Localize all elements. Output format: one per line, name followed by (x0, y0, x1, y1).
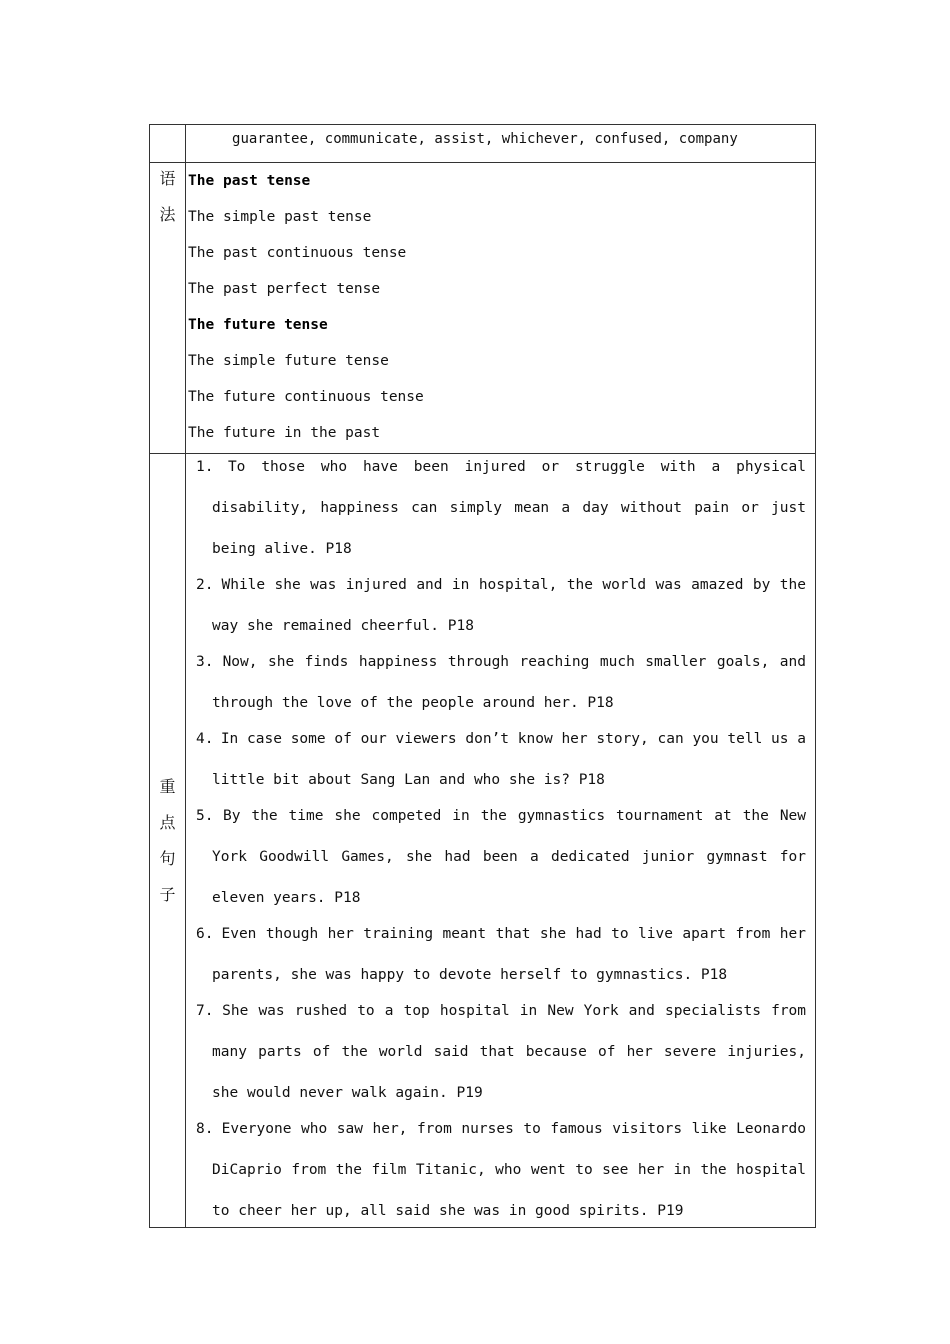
vocab-text: guarantee, communicate, assist, whichever, confused, company (186, 125, 816, 163)
sentence-text: By the time she competed in the gymnastics tournament at the New York Goodwill Games, she had been a dedicated junior gymnast for eleven years. P18 (212, 808, 807, 906)
sentence-number: 1. (196, 459, 214, 475)
sentence-item (196, 642, 806, 724)
sentence-item (196, 914, 806, 996)
sentence-text: To those who have been injured or struggle with a physical disability, happiness can simply mean a day without pain or just being alive. P18 (212, 459, 806, 557)
grammar-item: The past continuous tense (188, 245, 407, 261)
grammar-label-char: 语 (159, 169, 176, 188)
sentence-number: 6. (196, 926, 214, 942)
grammar-heading: The future tense (188, 317, 328, 333)
sentence-text: While she was injured and in hospital, the world was amazed by the way she remained cheerful. P18 (212, 577, 806, 634)
sentence-item (196, 1109, 806, 1232)
key-sentences-content (186, 454, 816, 1228)
sentence-number: 4. (196, 731, 214, 747)
sentence-text: In case some of our viewers don’t know her story, can you tell us a little bit about Sang Lan and who she is? P18 (212, 731, 806, 788)
sentence-number: 8. (196, 1121, 214, 1137)
key-sentences-label (150, 454, 186, 1228)
key-sentences-label-char: 句 (159, 848, 176, 868)
sentence-text: She was rushed to a top hospital in New York and specialists from many parts of the world said that because of her severe injuries, she would never walk again. P19 (212, 1003, 807, 1101)
vocab-row (150, 125, 816, 163)
sentence-item (196, 565, 806, 647)
grammar-row (150, 163, 816, 454)
grammar-label (150, 163, 186, 454)
grammar-item: The simple past tense (188, 209, 372, 225)
sentence-text: Now, she finds happiness through reaching much smaller goals, and through the love of the people around her. P18 (212, 654, 806, 711)
grammar-item: The future continuous tense (188, 389, 424, 405)
vocab-label-cell (150, 125, 186, 163)
sentence-number: 5. (196, 808, 214, 824)
content-table (149, 124, 816, 1228)
grammar-item: The simple future tense (188, 353, 389, 369)
grammar-content (186, 163, 816, 454)
grammar-label-char: 法 (159, 205, 176, 224)
sentence-number: 3. (196, 654, 214, 670)
grammar-list (186, 163, 815, 451)
sentence-item (196, 796, 806, 919)
sentence-text: Even though her training meant that she had to live apart from her parents, she was happy to devote herself to gymnastics. P18 (212, 926, 806, 983)
key-sentences-label-char: 点 (159, 812, 176, 832)
grammar-heading: The past tense (188, 173, 311, 189)
key-sentences-label-char: 子 (159, 884, 176, 904)
key-sentences-row (150, 454, 816, 1228)
grammar-item: The future in the past (188, 425, 381, 441)
sentence-item (196, 719, 806, 801)
grammar-item: The past perfect tense (188, 281, 381, 297)
sentence-text: Everyone who saw her, from nurses to famous visitors like Leonardo DiCaprio from the film Titanic, who went to see her in the hospital to cheer her up, all said she was in good spirits. P19 (212, 1121, 806, 1219)
sentence-list (196, 447, 806, 1232)
sentence-number: 7. (196, 1003, 214, 1019)
sentence-number: 2. (196, 577, 214, 593)
sentence-item (196, 991, 806, 1114)
key-sentences-label-char: 重 (159, 776, 176, 796)
sentence-item (196, 447, 806, 570)
